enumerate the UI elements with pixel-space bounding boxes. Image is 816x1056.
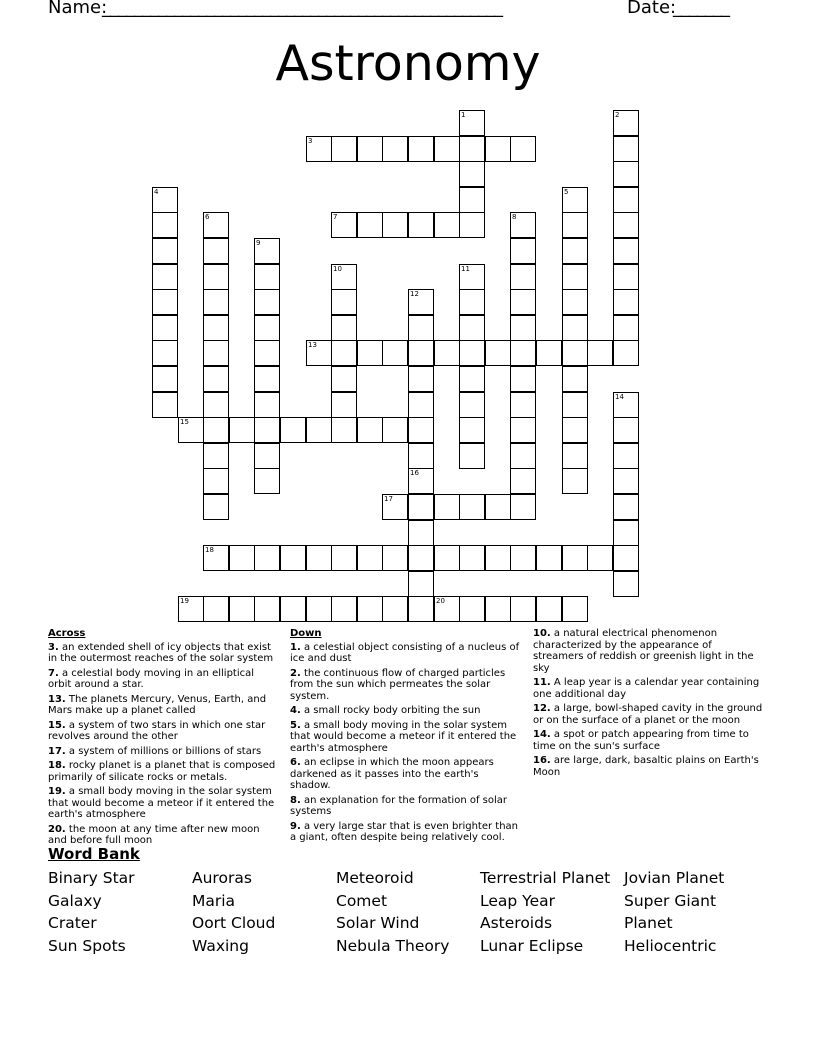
crossword-cell[interactable] [459,315,485,341]
crossword-cell[interactable] [254,417,280,443]
crossword-cell[interactable] [562,340,588,366]
crossword-cell[interactable] [510,468,536,494]
crossword-cell[interactable] [459,417,485,443]
crossword-cell[interactable] [562,289,588,315]
word-bank-item: Meteoroid [336,869,414,887]
word-bank-item: Maria [192,891,236,910]
clue-item [290,821,520,844]
crossword-cell[interactable] [331,545,357,571]
header [0,0,816,21]
crossword-cell[interactable] [459,161,485,187]
clue-text: are large, dark, basaltic plains on Earth's Moon [533,755,759,778]
clue-text: a small rocky body orbiting the sun [300,705,481,716]
crossword-cell[interactable] [203,340,229,366]
crossword-cell[interactable] [357,596,383,622]
crossword-cell[interactable] [510,212,536,238]
word-bank-item: Waxing [192,937,249,956]
crossword-cell[interactable] [203,392,229,418]
clue-item [290,720,520,755]
crossword-cell[interactable] [562,443,588,469]
clue-text: a celestial body moving in an elliptical orbit around a star. [48,667,255,690]
clue-text: a system of millions or billions of stars [65,745,262,757]
clue-number: 6. [290,757,301,768]
crossword-cell[interactable] [408,315,434,341]
crossword-cell[interactable] [536,545,562,571]
clue-item [48,760,278,783]
clue-item [533,755,763,778]
clue-number: 19. [48,786,66,797]
crossword-cell[interactable] [203,315,229,341]
crossword-cell[interactable] [510,136,536,162]
clue-text: an eclipse in which the moon appears darkened as it passes into the earth's shadow. [290,757,494,791]
crossword-cell[interactable] [382,596,408,622]
clue-item [290,795,520,818]
crossword-cell[interactable] [203,289,229,315]
clue-item [48,720,278,743]
crossword-cell[interactable] [331,264,357,290]
clue-text: a spot or patch appearing from time to time on the sun's surface [533,729,749,752]
word-bank-item: Terrestrial Planet [480,869,611,887]
crossword-cell[interactable] [485,596,511,622]
crossword-cell[interactable] [485,545,511,571]
clue-text: a natural electrical phenomenon characterized by the appearance of streamers of reddish or greenish light in the sky [533,628,754,674]
clue-item [48,824,278,847]
crossword-cell[interactable] [254,468,280,494]
crossword-cell[interactable] [152,392,178,418]
cell-number: 11 [461,265,470,273]
crossword-cell[interactable] [434,340,460,366]
word-bank [48,867,768,958]
clue-number: 15. [48,719,66,731]
crossword-cell[interactable] [306,136,332,162]
page-title: Astronomy [275,35,541,92]
clue-item [533,628,763,674]
crossword-cell[interactable] [152,366,178,392]
crossword-cell[interactable] [152,340,178,366]
cell-number: 15 [180,418,189,426]
crossword-cell[interactable] [203,545,229,571]
crossword-cell[interactable] [459,110,485,136]
crossword-cell[interactable] [203,596,229,622]
crossword-cell[interactable] [510,596,536,622]
crossword-cell[interactable] [562,315,588,341]
crossword-cell[interactable] [203,443,229,469]
word-bank-item: Lunar Eclipse [480,937,584,956]
crossword-cell[interactable] [562,596,588,622]
crossword-cell[interactable] [510,443,536,469]
crossword-cell[interactable] [510,494,536,520]
word-bank-item: Solar Wind [336,914,420,933]
crossword-cell[interactable] [152,212,178,238]
word-bank-item: Leap Year [480,891,555,910]
crossword-cell[interactable] [331,417,357,443]
crossword-cell[interactable] [459,187,485,213]
crossword-cell[interactable] [254,392,280,418]
cell-number: 18 [205,546,214,554]
crossword-cell[interactable] [613,520,639,546]
clue-number: 14. [533,729,551,740]
crossword-cell[interactable] [459,264,485,290]
crossword-cell[interactable] [229,545,255,571]
crossword-cell[interactable] [382,417,408,443]
crossword-cell[interactable] [485,494,511,520]
crossword-cell[interactable] [613,417,639,443]
crossword-cell[interactable] [178,417,204,443]
cell-number: 12 [410,290,419,298]
clue-text: rocky planet is a planet that is composed primarily of silicate rocks or metals. [48,760,276,783]
crossword-cell[interactable] [280,545,306,571]
clue-text: a small body moving in the solar system that would become a meteor if it entered the earth's atmosphere [290,719,517,754]
crossword-cell[interactable] [331,212,357,238]
date-label: Date: [627,0,677,18]
clue-text: a small body moving in the solar system that would become a meteor if it entered the earth's atmosphere [48,786,275,820]
crossword-cell[interactable] [562,187,588,213]
date-field[interactable]: _______ [673,0,729,18]
clue-text: an explanation for the formation of solar systems [290,794,507,817]
crossword-cell[interactable] [510,238,536,264]
crossword-cell[interactable] [203,264,229,290]
crossword-cell[interactable] [382,545,408,571]
crossword-cell[interactable] [382,212,408,238]
crossword-cell[interactable] [203,494,229,520]
crossword-cell[interactable] [459,545,485,571]
crossword-cell[interactable] [152,238,178,264]
crossword-cell[interactable] [408,545,434,571]
word-bank-item: Binary Star [48,869,135,887]
name-label: Name: [48,0,108,18]
crossword-cell[interactable] [510,315,536,341]
crossword-cell[interactable] [254,264,280,290]
word-bank-item: Super Giant [624,891,717,910]
crossword-cell[interactable] [254,443,280,469]
crossword-cell[interactable] [459,443,485,469]
crossword-cell[interactable] [510,366,536,392]
crossword-cell[interactable] [613,264,639,290]
crossword-cell[interactable] [587,340,613,366]
clue-number: 17. [48,745,66,757]
clue-number: 2. [290,667,301,679]
crossword-cell[interactable] [562,212,588,238]
crossword-cell[interactable] [613,212,639,238]
crossword-cell[interactable] [331,392,357,418]
crossword-cell[interactable] [306,545,332,571]
crossword-cell[interactable] [357,136,383,162]
crossword-cell[interactable] [510,264,536,290]
clue-text: A leap year is a calendar year containing one additional day [533,677,760,700]
word-bank-item: Auroras [192,869,252,887]
crossword-cell[interactable] [331,366,357,392]
crossword-cell[interactable] [459,596,485,622]
cell-number: 20 [436,597,445,605]
crossword-cell[interactable] [408,340,434,366]
clue-number: 20. [48,823,66,835]
cell-number: 4 [154,188,159,196]
crossword-cell[interactable] [510,289,536,315]
clue-item [533,729,763,752]
crossword-cell[interactable] [613,289,639,315]
word-bank-item: Asteroids [480,914,553,933]
crossword-cell[interactable] [382,340,408,366]
clue-item [533,703,763,726]
crossword-cell[interactable] [510,417,536,443]
crossword-cell[interactable] [229,417,255,443]
word-bank-item: Sun Spots [48,937,126,956]
clue-text: a system of two stars in which one star revolves around the other [48,719,266,742]
crossword-cell[interactable] [613,238,639,264]
crossword-cell[interactable] [229,596,255,622]
clue-number: 5. [290,719,301,731]
crossword-cell[interactable] [280,417,306,443]
down-clues-continued [533,628,763,781]
crossword-cell[interactable] [434,596,460,622]
clue-number: 11. [533,677,551,688]
crossword-cell[interactable] [331,136,357,162]
crossword-cell[interactable] [485,136,511,162]
crossword-cell[interactable] [562,238,588,264]
crossword-cell[interactable] [331,340,357,366]
crossword-cell[interactable] [434,494,460,520]
clue-number: 12. [533,703,551,714]
crossword-cell[interactable] [306,417,332,443]
cell-number: 8 [512,213,517,221]
crossword-cell[interactable] [254,238,280,264]
crossword-cell[interactable] [382,494,408,520]
crossword-cell[interactable] [459,136,485,162]
crossword-cell[interactable] [613,571,639,597]
crossword-cell[interactable] [408,366,434,392]
crossword-cell[interactable] [152,315,178,341]
word-bank-item: Heliocentric [624,937,717,956]
crossword-cell[interactable] [408,494,434,520]
crossword-cell[interactable] [280,596,306,622]
cell-number: 7 [333,213,338,221]
crossword-cell[interactable] [178,596,204,622]
crossword-cell[interactable] [613,161,639,187]
crossword-cell[interactable] [510,545,536,571]
crossword-cell[interactable] [613,110,639,136]
crossword-cell[interactable] [562,545,588,571]
crossword-cell[interactable] [306,340,332,366]
clue-item [48,786,278,821]
crossword-cell[interactable] [613,468,639,494]
clue-text: The planets Mercury, Venus, Earth, and Mars make up a planet called [48,693,267,716]
crossword-cell[interactable] [203,468,229,494]
word-bank-item: Galaxy [48,891,102,910]
crossword-cell[interactable] [459,392,485,418]
crossword-cell[interactable] [613,443,639,469]
crossword-cell[interactable] [254,340,280,366]
word-bank-item: Nebula Theory [336,937,450,956]
crossword-cell[interactable] [357,212,383,238]
crossword-cell[interactable] [357,417,383,443]
clue-item [290,668,520,703]
crossword-cell[interactable] [459,340,485,366]
crossword-cell[interactable] [562,264,588,290]
crossword-cell[interactable] [408,136,434,162]
crossword-cell[interactable] [459,289,485,315]
clue-number: 3. [48,641,59,653]
clue-item [48,746,278,758]
clue-number: 7. [48,667,59,679]
clue-text: an extended shell of icy objects that exist in the outermost reaches of the solar system [48,641,274,664]
crossword-cell[interactable] [613,545,639,571]
crossword-cell[interactable] [408,443,434,469]
clue-text: a very large star that is even brighter than a giant, often despite being relatively cool. [290,820,519,843]
cell-number: 5 [564,188,569,196]
cell-number: 2 [615,111,620,119]
crossword-cell[interactable] [408,289,434,315]
crossword-cell[interactable] [485,340,511,366]
crossword-cell[interactable] [203,366,229,392]
crossword-cell[interactable] [613,315,639,341]
down-heading: Down [290,628,322,639]
crossword-cell[interactable] [613,494,639,520]
crossword-cell[interactable] [562,392,588,418]
clue-text: a large, bowl-shaped cavity in the ground or on the surface of a planet or the moon [533,703,763,726]
crossword-cell[interactable] [459,212,485,238]
cell-number: 9 [256,239,261,247]
clue-number: 16. [533,755,551,766]
cell-number: 19 [180,597,189,605]
crossword-cell[interactable] [254,545,280,571]
clue-number: 8. [290,794,301,806]
crossword-cell[interactable] [254,596,280,622]
word-bank-item: Crater [48,914,97,933]
crossword-cell[interactable] [203,238,229,264]
crossword-cell[interactable] [254,289,280,315]
crossword-cell[interactable] [382,136,408,162]
crossword-cell[interactable] [203,417,229,443]
crossword-cell[interactable] [459,494,485,520]
clue-text: the continuous flow of charged particles from the sun which permeates the solar system. [290,667,506,702]
crossword-cell[interactable] [203,212,229,238]
cell-number: 3 [308,137,313,145]
crossword-cell[interactable] [408,596,434,622]
cell-number: 17 [384,495,393,503]
clue-item [48,642,278,665]
crossword-cell[interactable] [152,264,178,290]
clue-item [533,677,763,700]
crossword-cell[interactable] [459,366,485,392]
clue-item [290,705,520,717]
across-clues [48,628,278,850]
crossword-cell[interactable] [510,340,536,366]
crossword-cell[interactable] [408,417,434,443]
crossword-cell[interactable] [510,392,536,418]
crossword-cell[interactable] [562,468,588,494]
crossword-cell[interactable] [536,596,562,622]
crossword-cell[interactable] [408,468,434,494]
crossword-cell[interactable] [152,187,178,213]
crossword-cell[interactable] [562,366,588,392]
crossword-cell[interactable] [357,340,383,366]
clue-number: 1. [290,641,301,653]
cell-number: 6 [205,213,210,221]
word-bank-item: Jovian Planet [624,869,725,887]
cell-number: 1 [461,111,466,119]
clue-item [48,668,278,691]
crossword-cell[interactable] [331,315,357,341]
crossword-cell[interactable] [408,392,434,418]
crossword-cell[interactable] [434,545,460,571]
down-clues [290,628,520,847]
crossword-cell[interactable] [613,392,639,418]
across-heading: Across [48,628,86,639]
clue-item [48,694,278,717]
crossword-cell[interactable] [613,340,639,366]
crossword-cell[interactable] [331,596,357,622]
clue-item [290,642,520,665]
crossword-cell[interactable] [408,571,434,597]
cell-number: 13 [308,341,317,349]
crossword-cell[interactable] [357,545,383,571]
clue-item [290,757,520,792]
cell-number: 16 [410,469,419,477]
crossword-cell[interactable] [536,340,562,366]
crossword-cell[interactable] [613,187,639,213]
word-bank-item: Comet [336,891,388,910]
clue-text: the moon at any time after new moon and before full moon [48,823,260,846]
clue-number: 10. [533,628,551,639]
clue-number: 9. [290,820,301,832]
clue-number: 4. [290,705,301,716]
crossword-cell[interactable] [562,417,588,443]
name-field[interactable]: __________________________________________________ [102,0,502,18]
cell-number: 14 [615,393,624,401]
crossword-cell[interactable] [408,212,434,238]
clue-number: 13. [48,693,66,705]
crossword-cell[interactable] [331,289,357,315]
word-bank-title: Word Bank [48,845,140,863]
crossword-cell[interactable] [434,212,460,238]
cell-number: 10 [333,265,342,273]
crossword-cell[interactable] [587,545,613,571]
word-bank-item: Oort Cloud [192,914,276,933]
clue-text: a celestial object consisting of a nucleus of ice and dust [290,641,520,664]
word-bank-item: Planet [624,914,673,933]
clue-number: 18. [48,760,66,771]
crossword-cell[interactable] [613,136,639,162]
crossword-cell[interactable] [408,520,434,546]
crossword-cell[interactable] [434,136,460,162]
crossword-cell[interactable] [152,289,178,315]
crossword-cell[interactable] [254,366,280,392]
crossword-cell[interactable] [254,315,280,341]
crossword-cell[interactable] [306,596,332,622]
